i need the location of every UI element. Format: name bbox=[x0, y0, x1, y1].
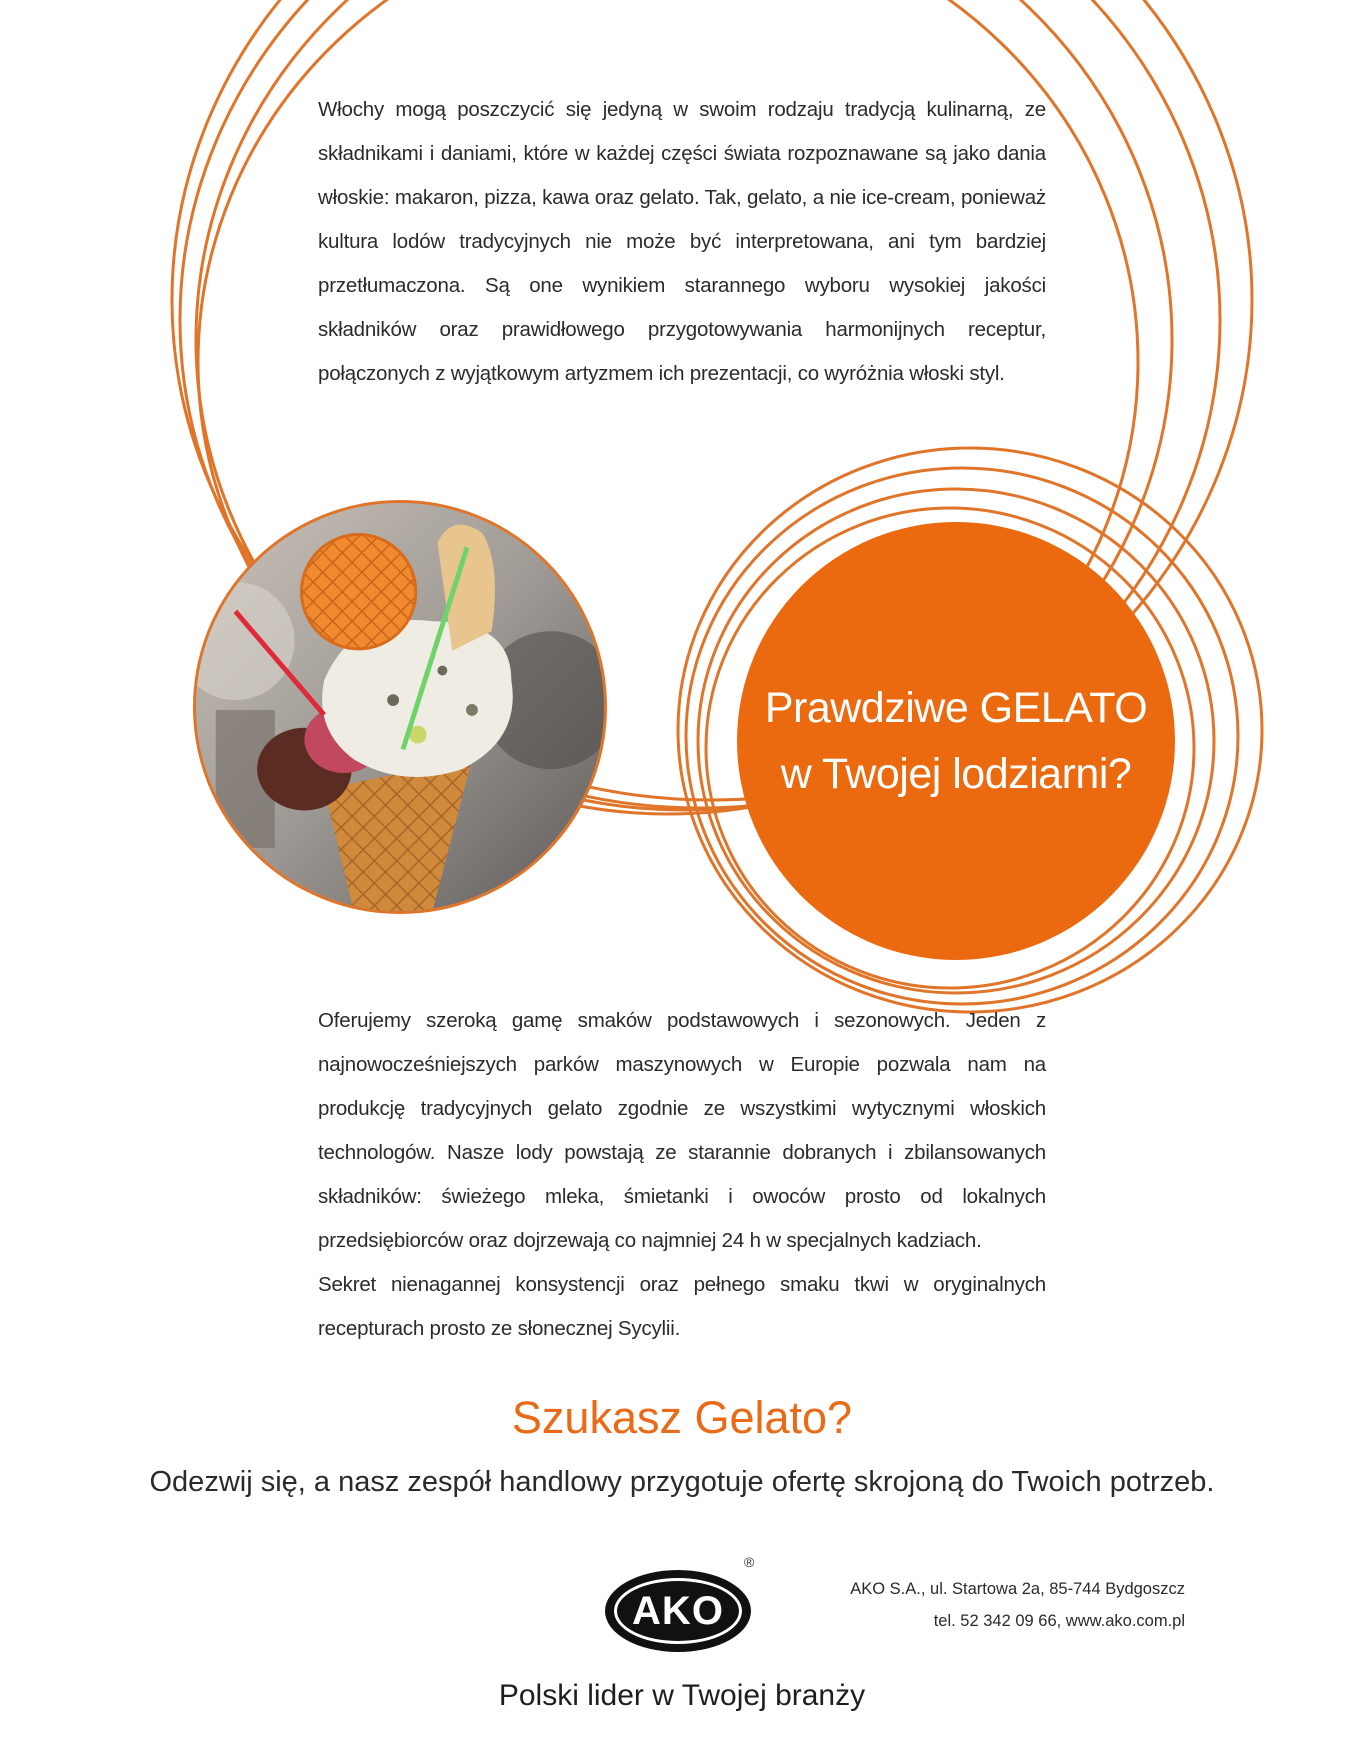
offer-paragraph-2: Sekret nienagannej konsystencji oraz pełnego smaku tkwi w oryginalnych recepturach prosto ze słonecznej Sycylii. bbox=[318, 1273, 1046, 1340]
company-address bbox=[850, 1573, 1185, 1637]
address-line-2: tel. 52 342 09 66, www.ako.com.pl bbox=[933, 1612, 1185, 1630]
intro-paragraph: Włochy mogą poszczycić się jedyną w swoim rodzaju tradycją kulinarną, ze składnikami i daniami, które w każdej części świata rozpoznawane są jako dania włoskie: makaron, pizza, kawa oraz gelato. Tak, gelato, a nie ice-cream, ponieważ kultura lodów tradycyjnych nie może być interpretowana, ani tym bardziej przetłumaczona. Są one wynikiem starannego wyboru wysokiej jakości składników oraz prawidłowego przygotowywania harmonijnych receptur, połączonych z wyjątkowym artyzmem ich prezentacji, co wyróżnia włoski styl. bbox=[318, 98, 1046, 385]
cta-heading: Szukasz Gelato? bbox=[511, 1392, 853, 1443]
gelato-cone-photo-icon bbox=[196, 503, 604, 911]
headline-circle bbox=[737, 522, 1175, 960]
cta-subtext: Odezwij się, a nasz zespół handlowy przygotuje ofertę skrojoną do Twoich potrzeb. bbox=[149, 1466, 1215, 1498]
offer-paragraph-1: Oferujemy szeroką gamę smaków podstawowych i sezonowych. Jeden z najnowocześniejszych parków maszynowych w Europie pozwala nam na produkcję tradycyjnych gelato zgodnie ze wszystkimi wytycznymi włoskich technologów. Nasze lody powstają ze starannie dobranych i zbilansowanych składników: świeżego mleka, śmietanki i owoców prosto od lokalnych przedsiębiorców oraz dojrzewają co najmniej 24 h w specjalnych kadziach. bbox=[318, 1009, 1046, 1252]
logo-inner-ring bbox=[614, 1578, 742, 1644]
logo-text: AKO bbox=[632, 1588, 724, 1633]
headline-line-2: w Twojej lodziarni? bbox=[780, 750, 1132, 798]
intro-text-block bbox=[318, 88, 1046, 396]
address-line-1: AKO S.A., ul. Startowa 2a, 85-744 Bydgoszcz bbox=[850, 1580, 1185, 1598]
headline-line-1: Prawdziwe GELATO bbox=[764, 684, 1148, 732]
registered-mark: ® bbox=[744, 1554, 755, 1570]
ako-logo bbox=[605, 1554, 755, 1650]
logo-oval bbox=[605, 1570, 751, 1652]
gelato-photo bbox=[193, 500, 607, 914]
brand-tagline: Polski lider w Twojej branży bbox=[498, 1679, 866, 1712]
offer-text-block bbox=[318, 999, 1046, 1351]
